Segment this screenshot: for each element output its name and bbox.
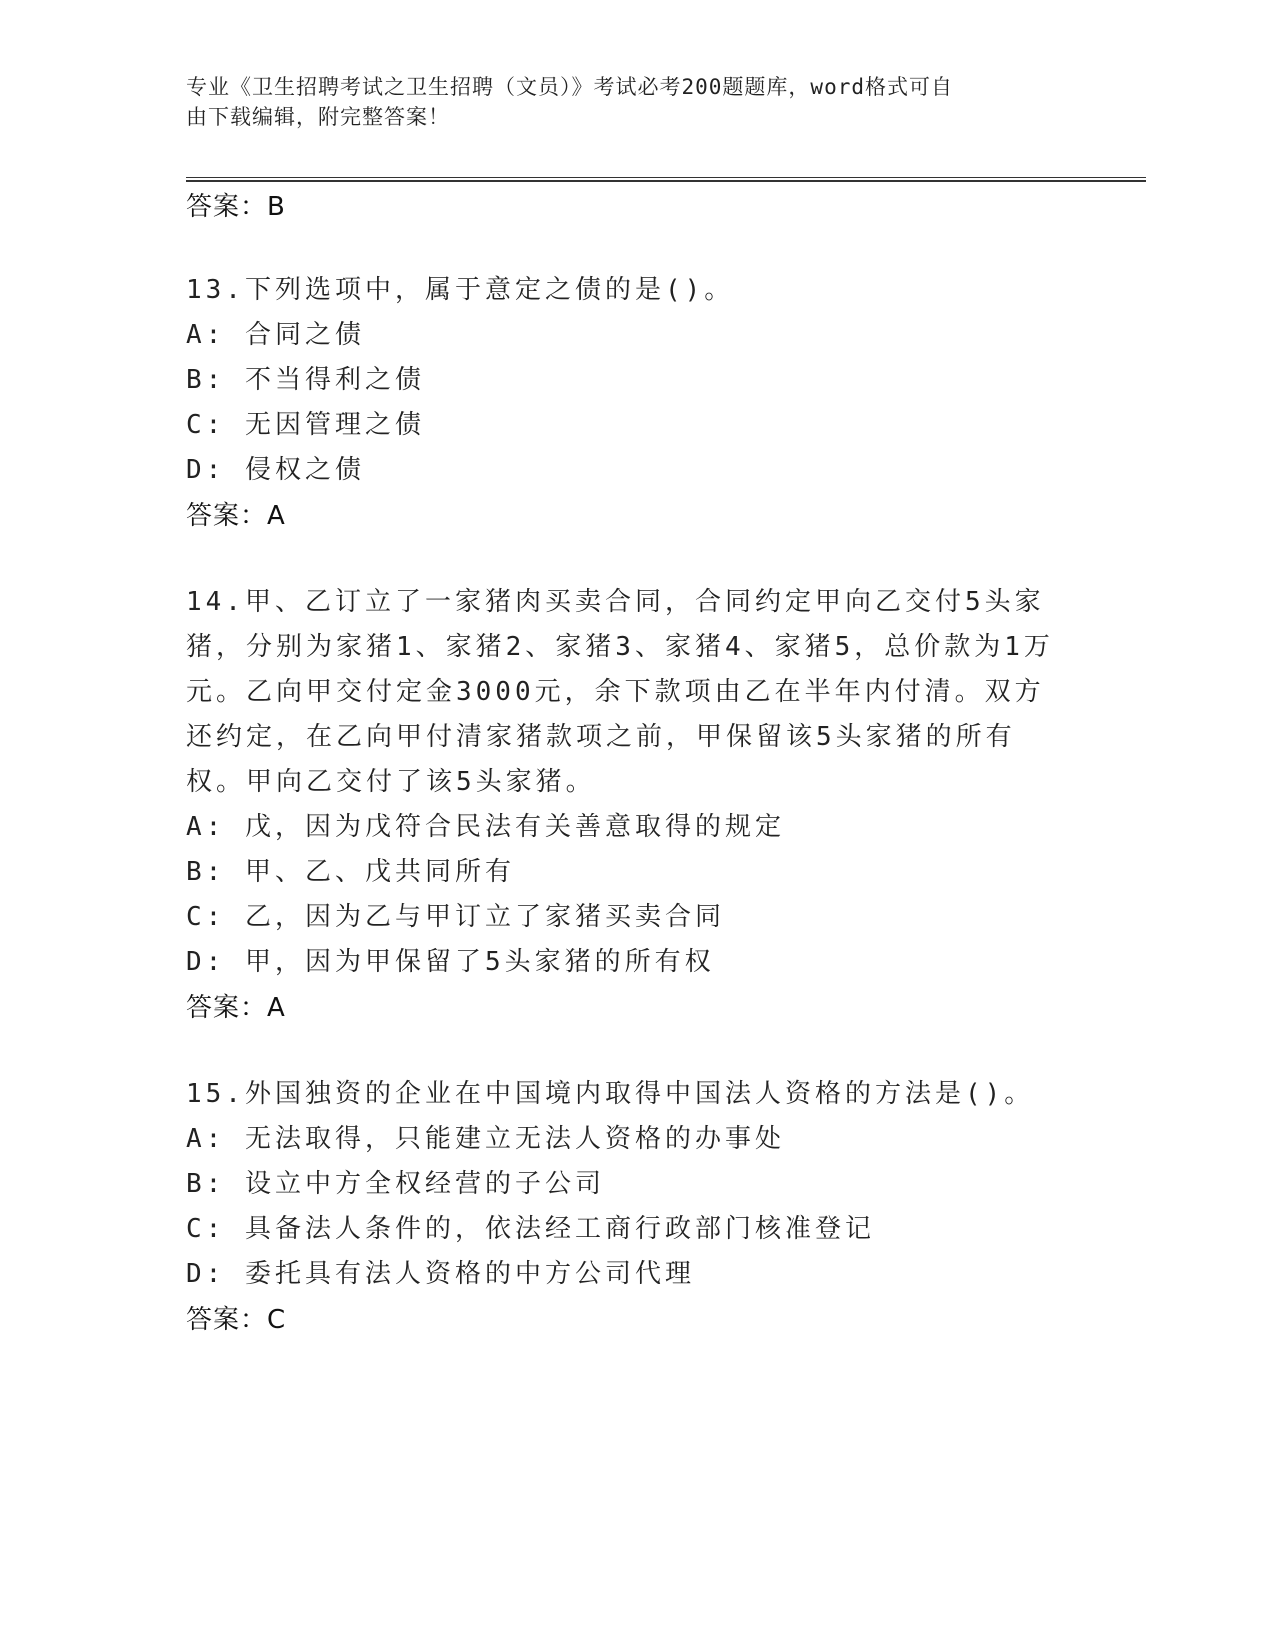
question-stem: 13.下列选项中，属于意定之债的是()。: [186, 275, 735, 305]
option-c: C: 乙，因为乙与甲订立了家猪买卖合同: [186, 902, 725, 932]
question-14: [186, 580, 1066, 1031]
header-title-line-1: 专业《卫生招聘考试之卫生招聘（文员）》考试必考200题题库，word格式可自: [186, 75, 953, 99]
option-a: A: 合同之债: [186, 320, 365, 350]
option-b: B: 不当得利之债: [186, 365, 425, 395]
header-divider: [186, 177, 1146, 182]
previous-answer: 答案：B: [186, 192, 286, 222]
answer-label: 答案：C: [186, 1305, 287, 1335]
header-title-line-2: 由下载编辑，附完整答案！: [186, 105, 450, 129]
option-b: B: 设立中方全权经营的子公司: [186, 1169, 605, 1199]
question-stem: 14.甲、乙订立了一家猪肉买卖合同，合同约定甲向乙交付5头家猪，分别为家猪1、家猪2、家猪3、家猪4、家猪5，总价款为1万元。乙向甲交付定金3000元，余下款项由乙在半年内付清。双方还约定，在乙向甲付清家猪款项之前，甲保留该5头家猪的所有权。甲向乙交付了该5头家猪。: [186, 587, 1054, 797]
answer-label: 答案：A: [186, 993, 286, 1023]
option-d: D: 委托具有法人资格的中方公司代理: [186, 1259, 695, 1289]
option-a: A: 无法取得，只能建立无法人资格的办事处: [186, 1124, 785, 1154]
option-c: C: 具备法人条件的，依法经工商行政部门核准登记: [186, 1214, 875, 1244]
option-a: A: 戊，因为戊符合民法有关善意取得的规定: [186, 812, 785, 842]
question-13: [186, 268, 1066, 539]
question-stem: 15.外国独资的企业在中国境内取得中国法人资格的方法是()。: [186, 1079, 1035, 1109]
option-d: D: 侵权之债: [186, 455, 365, 485]
option-d: D: 甲，因为甲保留了5头家猪的所有权: [186, 947, 715, 977]
page-header: [186, 72, 1066, 132]
option-b: B: 甲、乙、戊共同所有: [186, 857, 515, 887]
answer-label: 答案：A: [186, 501, 286, 531]
question-15: [186, 1072, 1066, 1343]
option-c: C: 无因管理之债: [186, 410, 425, 440]
